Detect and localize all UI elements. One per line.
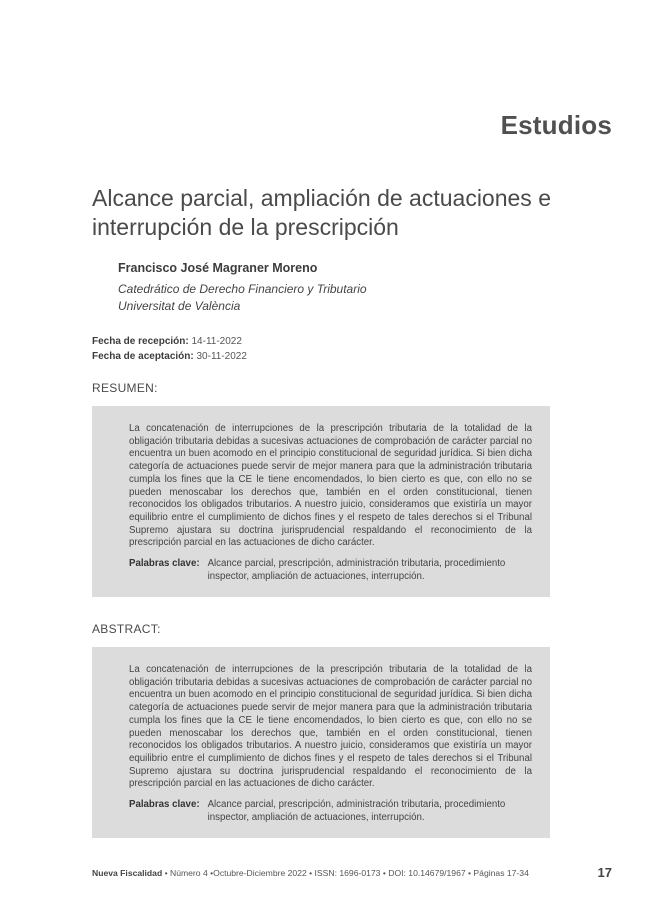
journal-name: Nueva Fiscalidad [92,868,163,878]
page-footer [92,868,529,878]
received-label: Fecha de recepción: [92,336,189,347]
abstract-box [92,647,550,838]
abstract-keywords-label: Palabras clave: [129,799,200,811]
abstract-keywords [129,799,532,824]
resumen-keywords [129,558,532,583]
author-institution: Universitat de València [118,299,241,313]
received-date [92,334,247,349]
author-name: Francisco José Magraner Moreno [118,261,318,275]
abstract-text: La concatenación de interrupciones de la prescripción tributaria de la totalidad de la obligación tributaria debidas a sucesivas actuaciones de comprobación de carácter parcial no encuentra un buen acomodo en el principio constitucional de seguridad jurídica. Si bien dicha categoría de actuaciones puede servir de mejor manera para que la administración tributaria cumpla los fines que la CE le tiene encomendados, lo bien cierto es que, con ello no se pueden menoscabar los derechos que, también en el orden constitucional, tienen reconocidos los obligados tributarios. A nuestro juicio, consideramos que existiría un mayor equilibrio entre el cumplimiento de dichos fines y el respeto de tales derechos si el Tribunal Supremo ajustara su doctrina jurisprudencial respaldando el reconocimiento de la prescripción parcial en las actuaciones de dicho carácter. [129,664,532,790]
article-dates [92,334,247,364]
author-affiliation [118,281,367,315]
page-number: 17 [597,865,612,880]
abstract-keywords-text: Alcance parcial, prescripción, administración tributaria, procedimiento inspector, ampliación de actuaciones, interrupción. [207,799,506,823]
journal-details: • Número 4 •Octubre-Diciembre 2022 • ISSN: 1696-0173 • DOI: 10.14679/1967 • Páginas 17-34 [162,868,529,878]
accepted-label: Fecha de aceptación: [92,351,194,362]
article-title: Alcance parcial, ampliación de actuaciones e interrupción de la prescripción [92,185,551,240]
resumen-keywords-text: Alcance parcial, prescripción, administración tributaria, procedimiento inspector, ampliación de actuaciones, interrupción. [207,558,506,582]
resumen-text: La concatenación de interrupciones de la prescripción tributaria de la totalidad de la obligación tributaria debidas a sucesivas actuaciones de comprobación de carácter parcial no encuentra un buen acomodo en el principio constitucional de seguridad jurídica. Si bien dicha categoría de actuaciones puede servir de mejor manera para que la administración tributaria cumpla los fines que la CE le tiene encomendados, lo bien cierto es que, con ello no se pueden menoscabar los derechos que, también en el orden constitucional, tienen reconocidos los obligados tributarios. A nuestro juicio, consideramos que existiría un mayor equilibrio entre el cumplimiento de dichos fines y el respeto de tales derechos si el Tribunal Supremo ajustara su doctrina jurisprudencial respaldando el reconocimiento de la prescripción parcial en las actuaciones de dicho carácter. [129,423,532,549]
accepted-value: 30-11-2022 [196,351,247,362]
abstract-label: ABSTRACT: [92,622,161,636]
received-value: 14-11-2022 [191,336,242,347]
resumen-keywords-label: Palabras clave: [129,558,200,570]
section-heading: Estudios [500,110,612,140]
author-position: Catedrático de Derecho Financiero y Tributario [118,282,367,296]
accepted-date [92,349,247,364]
resumen-box [92,406,550,597]
resumen-label: RESUMEN: [92,381,158,395]
